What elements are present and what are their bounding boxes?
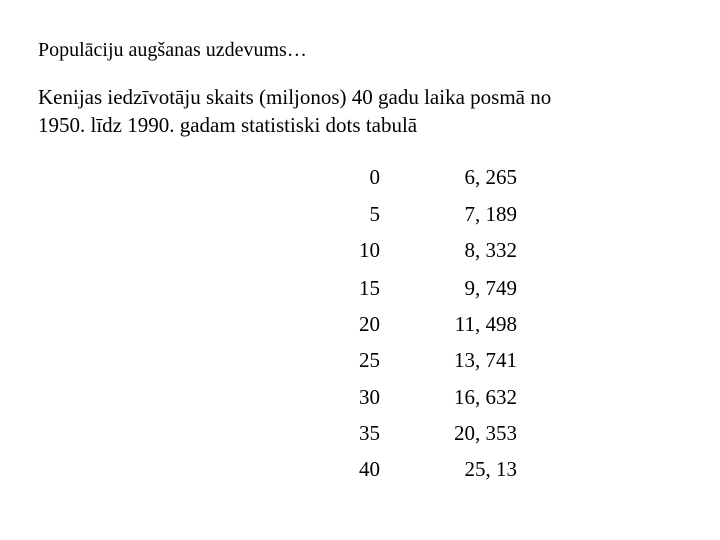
table-row — [0, 454, 720, 484]
years-cell: 40 — [359, 457, 380, 481]
years-cell: 35 — [359, 421, 380, 445]
population-cell: 16, 632 — [454, 385, 517, 409]
population-cell: 11, 498 — [454, 312, 517, 336]
population-cell: 8, 332 — [464, 238, 517, 262]
table-row — [0, 162, 720, 192]
table-row — [0, 382, 720, 412]
intro-line-1: Kenijas iedzīvotāju skaits (miljonos) 40 gadu laika posmā no — [38, 85, 552, 109]
population-cell: 25, 13 — [464, 457, 517, 481]
years-cell: 0 — [369, 165, 380, 189]
population-cell: 13, 741 — [454, 348, 517, 372]
population-cell: 9, 749 — [464, 276, 517, 300]
page-title: Populāciju augšanas uzdevums… — [38, 39, 307, 61]
years-cell: 25 — [359, 348, 380, 372]
population-cell: 20, 353 — [454, 421, 517, 445]
population-cell: 7, 189 — [464, 202, 517, 226]
years-cell: 20 — [359, 312, 380, 336]
table-row — [0, 199, 720, 229]
years-cell: 5 — [369, 202, 380, 226]
population-cell: 6, 265 — [464, 165, 517, 189]
intro-line-2: 1950. līdz 1990. gadam statistiski dots tabulā — [38, 113, 418, 137]
table-row — [0, 309, 720, 339]
table-row — [0, 235, 720, 265]
table-row — [0, 273, 720, 303]
table-row — [0, 418, 720, 448]
years-cell: 15 — [359, 276, 380, 300]
years-cell: 10 — [359, 238, 380, 262]
years-cell: 30 — [359, 385, 380, 409]
table-row — [0, 345, 720, 375]
